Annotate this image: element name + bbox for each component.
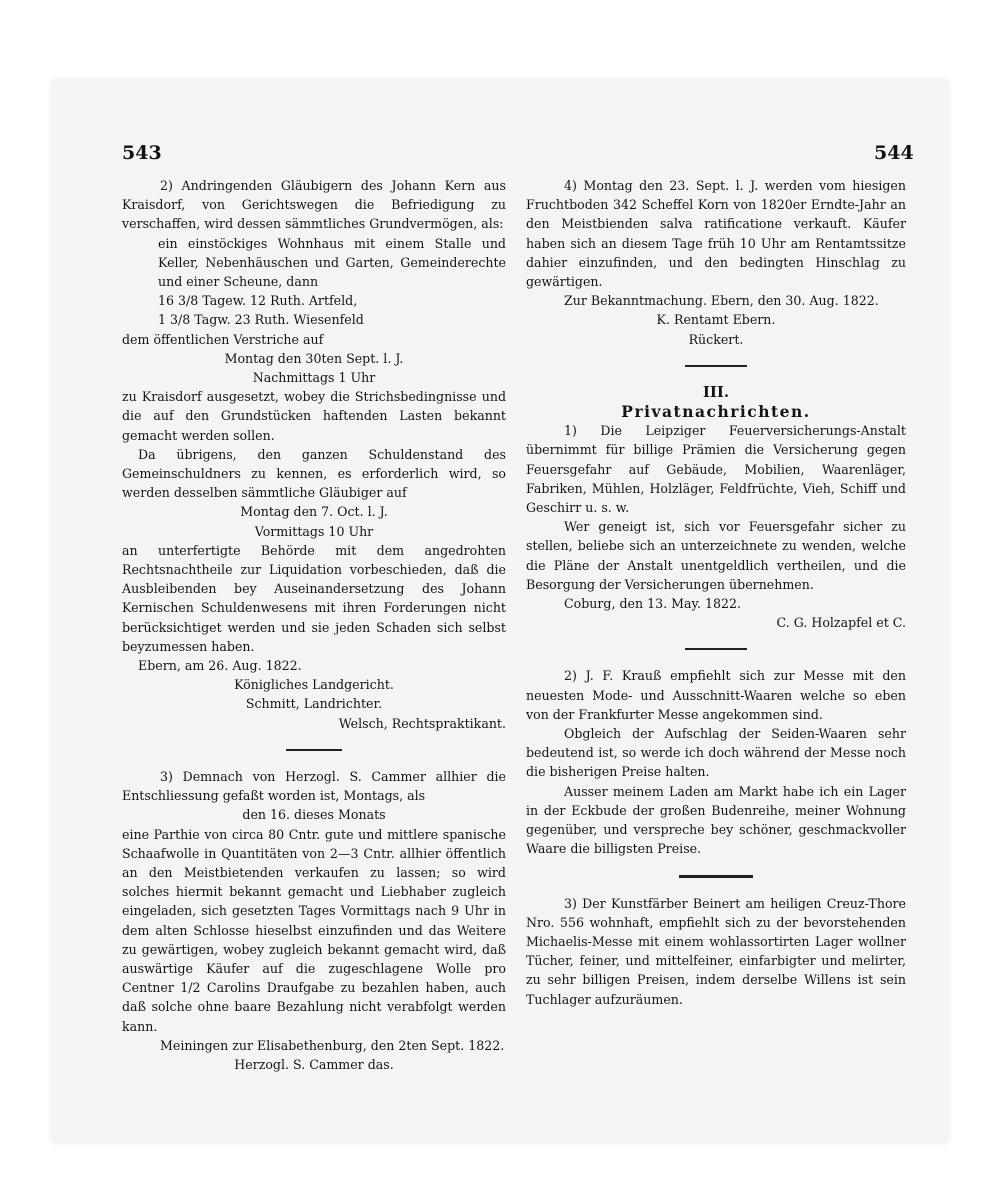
notice-3-date: den 16. dieses Monats bbox=[242, 807, 386, 823]
divider bbox=[685, 365, 747, 367]
notice-2-liquidation: an unterfertigte Behörde mit dem angedrohten Rechtsnachtheile zur Liquidation vorbeschieden, daß die Ausbleibenden bey Auseinandersetzung des Johann Kernischen Schuldenwesens mit ihren Forderungen nicht berücksichtiget werden und sie jeden Schaden sich selbst beyzumessen haben. bbox=[122, 542, 506, 654]
divider bbox=[679, 875, 753, 878]
private-notice-1-place-date: Coburg, den 13. May. 1822. bbox=[564, 596, 742, 612]
notice-3-continuation: eine Parthie von circa 80 Cntr. gute und mittlere spanische Schaafwolle in Quantitäten von 2—3 Cntr. allhier öffentlich an den Meistbietenden verkaufen zu lassen; so wird solches hiermit bekannt gemacht und Liebhaber zugleich eingeladen, sich gesetzten Tages Vormittags nach 9 Uhr in dem alten Schlosse hieselbst einzufinden und das Weitere zu gewärtigen, wobey zugleich bekannt gemacht wird, daß auswärtige Käufer auf die zugeschlagene Wolle pro Centner 1/2 Carolins Draufgabe zu bezahlen haben, auch daß solche ohne baare Bezahlung nicht verabfolgt werden kann. bbox=[122, 826, 506, 1034]
notice-4-body: 4) Montag den 23. Sept. l. J. werden vom hiesigen Fruchtboden 342 Scheffel Korn von 1820er Erndte-Jahr an den Meistbienden salva ratificatione verkauft. Käufer haben sich an diesem Tage früh 10 Uhr am Rentamtssitze dahier einzufinden, und den bedingten Hinschlag zu gewärtigen. bbox=[526, 178, 906, 290]
notice-2-creditors: Da übrigens, den ganzen Schuldenstand des Gemeinschuldners zu kennen, es erforderlich wird, so werden desselben sämmtliche Gläubiger auf bbox=[122, 446, 506, 501]
notice-3-place-date: Meiningen zur Elisabethenburg, den 2ten Sept. 1822. bbox=[160, 1037, 505, 1053]
section-title: Privatnachrichten. bbox=[621, 402, 811, 422]
notice-2-auction-line: dem öffentlichen Verstriche auf bbox=[122, 331, 324, 347]
left-column bbox=[122, 176, 506, 1074]
divider bbox=[286, 749, 342, 751]
notice-2-place-date: Ebern, am 26. Aug. 1822. bbox=[138, 658, 302, 674]
notice-2-body: 2) Andringenden Gläubigern des Johann Kern aus Kraisdorf, von Gerichtswegen die Befriedigung zu verschaffen, wird dessen sämmtliches Grundvermögen, als: bbox=[122, 178, 506, 232]
notice-2-date-2: Montag den 7. Oct. l. J. bbox=[240, 504, 388, 520]
notice-2-date: Montag den 30ten Sept. l. J. bbox=[224, 350, 404, 366]
page-number-left: 543 bbox=[122, 142, 162, 164]
notice-2-signature-judge: Schmitt, Landrichter. bbox=[245, 696, 383, 712]
notice-2-time-2: Vormittags 10 Uhr bbox=[254, 523, 374, 539]
page-number-right: 544 bbox=[874, 142, 914, 164]
private-notice-2-para-3: Ausser meinem Laden am Markt habe ich ein Lager in der Eckbude der großen Budenreihe, meiner Wohnung gegenüber, und verspreche bey schöner, geschmackvoller Waare die billigsten Preise. bbox=[526, 783, 906, 857]
notice-2-item-meadow: 1 3/8 Tagw. 23 Ruth. Wiesenfeld bbox=[158, 312, 364, 328]
notice-2-time: Nachmittags 1 Uhr bbox=[252, 370, 376, 386]
private-notice-3-body: 3) Der Kunstfärber Beinert am heiligen Creuz-Thore Nro. 556 wohnhaft, empfiehlt sich zu der bevorstehenden Michaelis-Messe mit einem wohlassortirten Lager wollner Tücher, feiner, und mittelfeiner, einfarbigter und melirter, zu sehr billigen Preisen, indem derselbe Willens ist sein Tuchlager aufzuräumen. bbox=[526, 895, 906, 1007]
notice-2-item-field: 16 3/8 Tagew. 12 Ruth. Artfeld, bbox=[158, 293, 358, 309]
notice-4-signature-name: Rückert. bbox=[688, 331, 744, 347]
notice-4-closing: Zur Bekanntmachung. Ebern, den 30. Aug. 1822. bbox=[564, 293, 879, 309]
section-numeral: III. bbox=[702, 382, 730, 401]
private-notice-1-para-2: Wer geneigt ist, sich vor Feuersgefahr sicher zu stellen, beliebe sich an unterzeichnete zu wenden, welche die Pläne der Anstalt unentgeldlich vertheilen, und die Besorgung der Versicherungen übernehmen. bbox=[526, 519, 906, 592]
notice-2-signature-clerk: Welsch, Rechtspraktikant. bbox=[338, 715, 506, 731]
divider bbox=[685, 648, 747, 650]
notice-2-continuation: zu Kraisdorf ausgesetzt, wobey die Strichsbedingnisse und die auf den Grundstücken haftenden Lasten bekannt gemacht werden sollen. bbox=[122, 389, 506, 443]
private-notice-1-signature: C. G. Holzapfel et C. bbox=[776, 615, 906, 631]
notice-2-item-house: ein einstöckiges Wohnhaus mit einem Stalle und Keller, Nebenhäuschen und Garten, Gemeinderechte und einer Scheune, dann bbox=[158, 235, 506, 290]
private-notice-1-body: 1) Die Leipziger Feuerversicherungs-Anstalt übernimmt für billige Prämien die Versicherung gegen Feuersgefahr auf Gebäude, Mobilien, Waarenläger, Fabriken, Mühlen, Holzläger, Feldfrüchte, Vieh, Schiff und Geschirr u. s. w. bbox=[526, 423, 906, 516]
private-notice-2-body: 2) J. F. Krauß empfiehlt sich zur Messe mit den neuesten Mode- und Ausschnitt-Waaren welche so eben von der Frankfurter Messe angekommen sind. bbox=[526, 668, 906, 722]
notice-4-signature-office: K. Rentamt Ebern. bbox=[656, 312, 776, 328]
private-notice-2-para-2: Obgleich der Aufschlag der Seiden-Waaren sehr bedeutend ist, so werde ich doch während der Messe noch die bisherigen Preise halten. bbox=[526, 726, 906, 780]
right-column bbox=[526, 176, 906, 1009]
notice-2-signature-court: Königliches Landgericht. bbox=[234, 677, 394, 693]
notice-3-signature: Herzogl. S. Cammer das. bbox=[234, 1056, 394, 1072]
notice-3-body: 3) Demnach von Herzogl. S. Cammer allhier die Entschliessung gefaßt worden ist, Montags, als bbox=[122, 768, 506, 804]
